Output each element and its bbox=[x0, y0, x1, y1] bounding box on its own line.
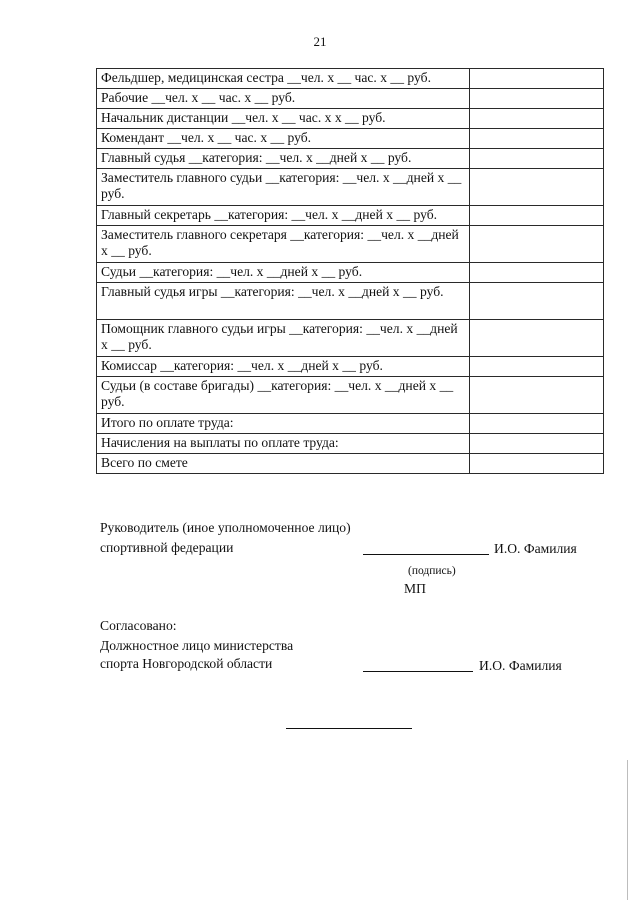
table-cell-amount bbox=[469, 320, 603, 357]
table-row-total bbox=[97, 434, 604, 454]
table-cell-amount bbox=[469, 226, 603, 263]
table-row bbox=[97, 263, 604, 283]
official-title-line1: Должностное лицо министерства bbox=[100, 638, 294, 653]
table-cell-amount bbox=[469, 454, 603, 474]
table-cell-description: Главный секретарь __категория: __чел. х __дней х __ руб. bbox=[97, 206, 470, 226]
head-title-line2: спортивной федерации bbox=[100, 540, 234, 555]
table-cell-description: Комендант __чел. х __ час. х __ руб. bbox=[97, 129, 470, 149]
table-row bbox=[97, 377, 604, 414]
table-cell-description: Главный судья __категория: __чел. х __дней х __ руб. bbox=[97, 149, 470, 169]
table-cell-amount bbox=[469, 283, 603, 320]
table-cell-amount bbox=[469, 109, 603, 129]
table-row-total bbox=[97, 414, 604, 434]
table-cell-amount bbox=[469, 377, 603, 414]
table-cell-description: Фельдшер, медицинская сестра __чел. х __ час. х __ руб. bbox=[97, 69, 470, 89]
table-cell-amount bbox=[469, 357, 603, 377]
official-title-line2: спорта Новгородской области bbox=[100, 656, 273, 671]
official-signature-line bbox=[363, 671, 473, 672]
table-cell-amount bbox=[469, 129, 603, 149]
table-cell-description: Комиссар __категория: __чел. х __дней х __ руб. bbox=[97, 357, 470, 377]
head-name: И.О. Фамилия bbox=[494, 541, 577, 556]
table-cell-description: Судьи __категория: __чел. х __дней х __ руб. bbox=[97, 263, 470, 283]
table-row bbox=[97, 169, 604, 206]
table-cell-amount bbox=[469, 89, 603, 109]
table-cell-amount bbox=[469, 149, 603, 169]
head-title-line1: Руководитель (иное уполномоченное лицо) bbox=[100, 520, 351, 535]
table-cell-description: Заместитель главного судьи __категория: __чел. х __дней х __ руб. bbox=[97, 169, 470, 206]
table-row bbox=[97, 226, 604, 263]
official-name: И.О. Фамилия bbox=[479, 658, 562, 673]
table-row bbox=[97, 320, 604, 357]
table-cell-description: Помощник главного судьи игры __категория: __чел. х __дней х __ руб. bbox=[97, 320, 470, 357]
table-row bbox=[97, 69, 604, 89]
table-cell-amount bbox=[469, 169, 603, 206]
signature-hint: (подпись) bbox=[408, 565, 456, 577]
table-cell-description: Заместитель главного секретаря __категория: __чел. х __дней х __ руб. bbox=[97, 226, 470, 263]
table-row bbox=[97, 206, 604, 226]
scan-edge-mark bbox=[627, 760, 628, 900]
table-row-total bbox=[97, 454, 604, 474]
budget-table bbox=[96, 68, 604, 474]
table-cell-description: Судьи (в составе бригады) __категория: __чел. х __дней х __ руб. bbox=[97, 377, 470, 414]
page-number: 21 bbox=[313, 34, 327, 49]
table-cell-description: Главный судья игры __категория: __чел. х __дней х __ руб. bbox=[97, 283, 470, 320]
table-row bbox=[97, 357, 604, 377]
table-cell-description: Начисления на выплаты по оплате труда: bbox=[97, 434, 470, 454]
table-row bbox=[97, 149, 604, 169]
table-row bbox=[97, 89, 604, 109]
table-row bbox=[97, 283, 604, 320]
head-signature-line bbox=[363, 554, 489, 555]
table-cell-description: Рабочие __чел. х __ час. х __ руб. bbox=[97, 89, 470, 109]
stamp-label: МП bbox=[404, 581, 426, 596]
table-cell-description: Итого по оплате труда: bbox=[97, 414, 470, 434]
table-cell-amount bbox=[469, 69, 603, 89]
table-cell-amount bbox=[469, 206, 603, 226]
table-cell-amount bbox=[469, 414, 603, 434]
table-cell-description: Начальник дистанции __чел. х __ час. х х __ руб. bbox=[97, 109, 470, 129]
table-row bbox=[97, 109, 604, 129]
table-cell-description: Всего по смете bbox=[97, 454, 470, 474]
table-cell-amount bbox=[469, 263, 603, 283]
approved-label: Согласовано: bbox=[100, 618, 177, 633]
closing-separator-line bbox=[286, 728, 412, 729]
table-cell-amount bbox=[469, 434, 603, 454]
table-row bbox=[97, 129, 604, 149]
